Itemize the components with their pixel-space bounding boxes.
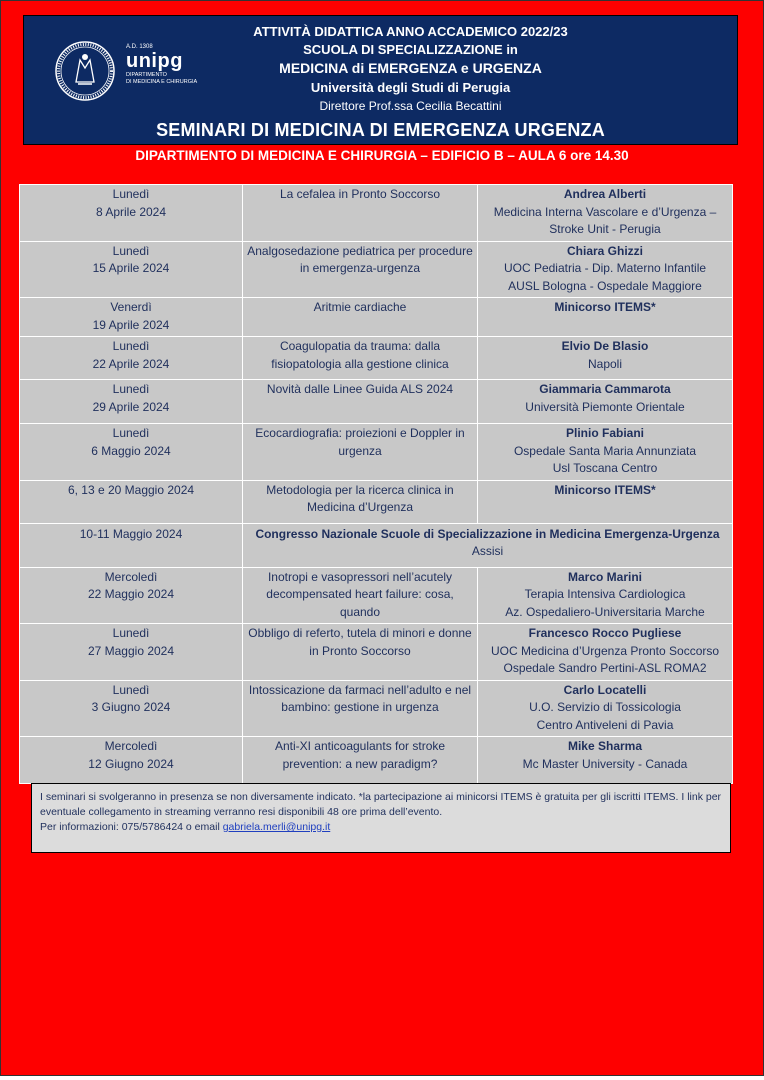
- speaker-cell: [478, 480, 733, 523]
- speaker-name: Marco Marini: [567, 569, 642, 584]
- table-row: [20, 185, 733, 242]
- date-cell: [20, 737, 243, 784]
- date-text: 3 Giugno 2024: [91, 700, 171, 714]
- logo-dept-line1: DIPARTIMENTO: [126, 72, 167, 78]
- date-text: 15 Aprile 2024: [92, 261, 170, 275]
- speaker-name: Francesco Rocco Pugliese: [528, 626, 682, 640]
- speaker-cell: [478, 424, 733, 481]
- speaker-cell: [478, 567, 733, 624]
- date-text: 6 Maggio 2024: [91, 443, 171, 458]
- day-name: Lunedì: [112, 426, 150, 440]
- speaker-name: Giammaria Cammarota: [539, 382, 671, 396]
- date-cell: [20, 480, 243, 523]
- logo-dept-line2: DI MEDICINA E CHIRURGIA: [126, 79, 198, 85]
- school-heading: SCUOLA DI SPECIALIZZAZIONE in: [303, 42, 518, 57]
- speaker-name: Mike Sharma: [567, 739, 643, 753]
- page-title: SEMINARI DI MEDICINA DI EMERGENZA URGENZA: [156, 120, 605, 140]
- email-link[interactable]: gabriela.merli@unipg.it: [222, 821, 331, 833]
- topic-cell: Inotropi e vasopressori nell’acutely decompensated heart failure: cosa, quando: [243, 567, 478, 624]
- topic-cell: Ecocardiografia: proiezioni e Doppler in urgenza: [243, 424, 478, 481]
- date-cell: [20, 567, 243, 624]
- affiliation: Napoli: [587, 356, 623, 371]
- speaker-name: Chiara Ghizzi: [566, 243, 643, 258]
- affiliation: Usl Toscana Centro: [552, 461, 658, 475]
- speaker-name: Elvio De Blasio: [561, 339, 649, 353]
- date-cell: [20, 523, 243, 567]
- date-text: 22 Aprile 2024: [92, 356, 170, 371]
- table-row: [20, 298, 733, 337]
- affiliation: Ospedale Sandro Pertini-ASL ROMA2: [503, 661, 707, 675]
- topic-cell: Anti-XI anticoagulants for stroke prevention: a new paradigm?: [243, 737, 478, 784]
- affiliation: AUSL Bologna - Ospedale Maggiore: [508, 278, 702, 293]
- day-name: Mercoledì: [104, 739, 158, 753]
- topic-cell: Novità dalle Linee Guida ALS 2024: [243, 380, 478, 424]
- congress-place: Assisi: [471, 544, 504, 558]
- table-row: [20, 624, 733, 681]
- table-row: [20, 380, 733, 424]
- location-line: DIPARTIMENTO DI MEDICINA E CHIRURGIA – EDIFICIO B – AULA 6 ore 14.30: [135, 148, 629, 163]
- day-name: Lunedì: [112, 243, 150, 258]
- speaker-cell: [478, 241, 733, 298]
- table-row: [20, 337, 733, 380]
- logo-year: A.D. 1308: [126, 44, 153, 50]
- date-text: 29 Aprile 2024: [92, 399, 170, 414]
- topic-cell: Intossicazione da farmaci nell’adulto e nel bambino: gestione in urgenza: [243, 680, 478, 737]
- speaker-cell: [478, 337, 733, 380]
- notes-box: [31, 783, 731, 853]
- affiliation: Centro Antiveleni di Pavia: [536, 717, 674, 732]
- topic-cell: Analgosedazione pediatrica per procedure in emergenza-urgenza: [243, 241, 478, 298]
- affiliation: Mc Master University - Canada: [522, 756, 688, 771]
- speaker-name: Minicorso ITEMS*: [554, 300, 656, 314]
- speaker-name: Plinio Fabiani: [565, 426, 644, 440]
- date-text: 22 Maggio 2024: [87, 587, 175, 601]
- header-banner: [23, 15, 738, 145]
- topic-cell: La cefalea in Pronto Soccorso: [243, 185, 478, 242]
- congress-title: Congresso Nazionale Scuole di Specializzazione in Medicina Emergenza-Urgenza: [255, 526, 720, 541]
- date-cell: [20, 424, 243, 481]
- affiliation: UOC Medicina d’Urgenza Pronto Soccorso: [490, 643, 720, 658]
- speaker-name: Minicorso ITEMS*: [554, 482, 656, 497]
- speaker-cell: [478, 680, 733, 737]
- date-cell: [20, 185, 243, 242]
- table-row: [20, 680, 733, 737]
- table-row: [20, 241, 733, 298]
- affiliation: U.O. Servizio di Tossicologia: [529, 700, 681, 714]
- affiliation: Università Piemonte Orientale: [525, 399, 685, 414]
- date-cell: [20, 624, 243, 681]
- date-text: 12 Giugno 2024: [88, 756, 174, 771]
- day-name: Lunedì: [112, 187, 150, 201]
- date-cell: [20, 337, 243, 380]
- table-row: [20, 480, 733, 523]
- topic-cell: Coagulopatia da trauma: dalla fisiopatologia alla gestione clinica: [243, 337, 478, 380]
- date-text: 6, 13 e 20 Maggio 2024: [67, 482, 195, 497]
- table-row: [20, 523, 733, 567]
- contact-text: Per informazioni: 075/5786424 o email: [40, 821, 223, 833]
- date-text: 8 Aprile 2024: [95, 204, 167, 219]
- table-row: [20, 737, 733, 784]
- congress-cell: [243, 523, 733, 567]
- date-cell: [20, 380, 243, 424]
- topic-cell: Aritmie cardiache: [243, 298, 478, 337]
- date-cell: [20, 298, 243, 337]
- date-cell: [20, 241, 243, 298]
- speaker-cell: [478, 624, 733, 681]
- speaker-name: Carlo Locatelli: [563, 682, 647, 697]
- day-name: Lunedì: [112, 339, 150, 353]
- affiliation: Stroke Unit - Perugia: [549, 222, 661, 236]
- university-heading: Università degli Studi di Perugia: [310, 80, 511, 95]
- table-row: [20, 424, 733, 481]
- director-heading: Direttore Prof.ssa Cecilia Becattini: [319, 99, 502, 113]
- specialty-heading: MEDICINA di EMERGENZA e URGENZA: [279, 60, 542, 76]
- affiliation: Medicina Interna Vascolare e d’Urgenza –: [493, 204, 717, 219]
- topic-cell: Metodologia per la ricerca clinica in Medicina d’Urgenza: [243, 480, 478, 523]
- speaker-cell: [478, 185, 733, 242]
- academic-year-heading: ATTIVITÀ DIDATTICA ANNO ACCADEMICO 2022/23: [253, 24, 568, 39]
- date-text: 10-11 Maggio 2024: [79, 526, 183, 541]
- speaker-cell: [478, 380, 733, 424]
- day-name: Mercoledì: [104, 569, 158, 584]
- affiliation: Az. Ospedaliero-Universitaria Marche: [505, 604, 705, 619]
- date-text: 27 Maggio 2024: [87, 643, 175, 658]
- table-row: [20, 567, 733, 624]
- affiliation: Terapia Intensiva Cardiologica: [524, 587, 686, 601]
- speaker-cell: [478, 737, 733, 784]
- notes-text: I seminari si svolgeranno in presenza se non diversamente indicato. *la partecipazione ai minicorsi ITEMS è gratuita per gli iscritti ITEMS. I link per eventuale collegamento in streaming verranno resi disponibili 48 ore prima dell’evento.: [40, 791, 722, 818]
- day-name: Lunedì: [112, 682, 150, 697]
- speaker-name: Andrea Alberti: [563, 187, 647, 201]
- day-name: Lunedì: [112, 626, 150, 640]
- affiliation: Ospedale Santa Maria Annunziata: [513, 443, 697, 458]
- day-name: Venerdì: [110, 300, 152, 314]
- schedule-table: [19, 184, 733, 784]
- logo-name: unipg: [126, 50, 183, 72]
- date-cell: [20, 680, 243, 737]
- topic-cell: Obbligo di referto, tutela di minori e donne in Pronto Soccorso: [243, 624, 478, 681]
- affiliation: UOC Pediatria - Dip. Materno Infantile: [503, 261, 707, 275]
- day-name: Lunedì: [112, 382, 150, 396]
- date-text: 19 Aprile 2024: [92, 317, 170, 332]
- speaker-cell: [478, 298, 733, 337]
